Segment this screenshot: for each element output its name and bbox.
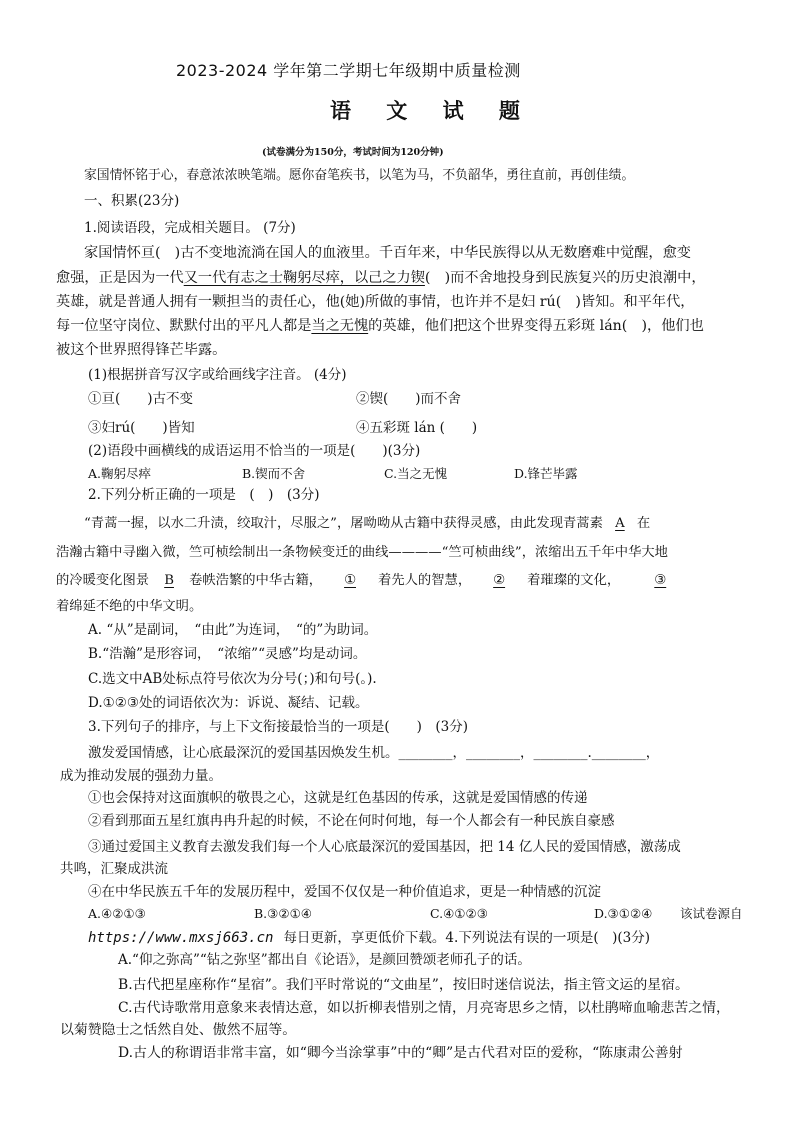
q3-option: D.③①②④	[594, 906, 653, 921]
subject-title: 语 文 试 题	[330, 98, 534, 123]
exam-note: (试卷满分为150分，考试时间为120分钟)	[262, 147, 444, 158]
blank-2: ②	[493, 573, 506, 588]
q2-passage-text: 着璀璨的文化，	[527, 573, 621, 588]
q1-passage-line	[56, 268, 706, 288]
q3-option: B.③②①④	[254, 906, 312, 921]
q2-option: D.①②③处的词语依次为：诉说、凝结、记载。	[88, 695, 369, 711]
q2-passage-line	[56, 571, 666, 591]
blank-3: ③	[654, 573, 667, 588]
q2-passage-line: 浩瀚古籍中寻幽入微，竺可桢绘制出一条物候变迁的曲线————“竺可桢曲线”，浓缩出五千年中华大地	[56, 545, 668, 560]
q1-option: C.当之无愧	[384, 466, 448, 481]
q3-passage-line: 成为推动发展的强劲力量。	[60, 768, 222, 784]
q1-option: D.锋芒毕露	[514, 466, 578, 481]
q4-option: B.古代把星座称作“星宿”。我们平时常说的“文曲星”，按旧时迷信说法，指主管文运的星宿。	[118, 977, 689, 993]
q3-sentence: ④在中华民族五千年的发展历程中，爱国不仅仅是一种价值追求，更是一种情感的沉淀	[88, 884, 601, 900]
q3-stem: 3.下列句子的排序，与上下文衔接最恰当的一项是( ) (3分)	[88, 719, 469, 735]
q1-passage-text: 每一位坚守岗位、默默付出的平凡人都是	[56, 318, 312, 334]
q3-sentence: ①也会保持对这面旗帜的敬畏之心，这就是红色基因的传承，这就是爱国情感的传递	[88, 790, 588, 806]
q2-passage-text: 在	[636, 516, 651, 531]
q4-option: A.“仰之弥高”“钻之弥坚”都出自《论语》，是颜回赞颂老师孔子的话。	[118, 952, 531, 968]
q3-sentence: ②看到那面五星红旗冉冉升起的时候，不论在何时何地，每一个人都会有一种民族自豪感	[88, 813, 615, 829]
source-url: https://www.mxsj663.cn	[88, 930, 274, 946]
q3-sentence: 共鸣，汇聚成洪流	[60, 861, 168, 877]
q4-stem: 每日更新，享更低价下载。4.下列说法有误的一项是( )(3分)	[283, 930, 650, 946]
section-heading: 一、积累(23分)	[84, 193, 180, 209]
q4-option: D.古人的称谓语非常丰富，如“卿今当涂掌事”中的“卿”是古代君对臣的爱称，“陈康肃公善射	[118, 1045, 683, 1061]
q2-option: A. “从”是副词， “由此”为连词， “的”为助词。	[88, 622, 378, 638]
underlined-idiom: 当之无愧	[311, 318, 369, 334]
q1-stem: 1.阅读语段，完成相关题目。 (7分)	[84, 220, 296, 236]
q1-sub1-item: ③妇rú( )皆知	[88, 420, 195, 436]
q1-sub2: (2)语段中画横线的成语运用不恰当的一项是( )(3分)	[88, 443, 421, 459]
q1-sub1: (1)根据拼音写汉字或给画线字注音。 (4分)	[88, 367, 347, 383]
q3-passage-line: 激发爱国情感，让心底最深沉的爱国基因焕发生机。________，________，________.________，	[88, 745, 660, 761]
q2-stem: 2.下列分析正确的一项是 ( ) (3分)	[88, 487, 320, 503]
blank-b: B	[164, 573, 174, 588]
q1-passage-line: 被这个世界照得锋芒毕露。	[56, 342, 227, 358]
footer-line	[88, 928, 650, 948]
q1-sub1-item: ②锲( )而不舍	[356, 391, 462, 407]
q4-option: C.古代诗歌常用意象来表情达意，如以折柳表惜别之情，月亮寄思乡之情，以杜鹃啼血喻悲苦之情，	[118, 1000, 730, 1016]
q2-passage-text: 卷帙浩繁的中华古籍，	[189, 573, 323, 588]
q2-passage-line: 着绵延不绝的中华文明。	[56, 599, 203, 614]
q1-passage-text: ( )而不舍地投身到民族复兴的历史浪潮中，	[424, 270, 706, 286]
q2-passage-text: 着先人的智慧，	[378, 573, 472, 588]
exam-title: 2023-2024 学年第二学期七年级期中质量检测	[176, 61, 521, 80]
intro-text: 家国情怀铭于心，春意浓浓映笔端。愿你奋笔疾书，以笔为马，不负韶华，勇往直前，再创佳绩。	[84, 168, 635, 183]
q1-passage-text: 的英雄，他们把这个世界变得五彩斑 lán( )，他们也	[368, 318, 704, 334]
blank-1: ①	[344, 573, 356, 588]
q1-option: A.鞠躬尽瘁	[88, 466, 152, 481]
q3-sentence: ③通过爱国主义教育去激发我们每一个人心底最深沉的爱国基因，把 14 亿人民的爱国情感，激荡成	[88, 839, 681, 855]
q2-passage-text: 的冷暖变化图景	[56, 573, 150, 588]
q3-option: A.④②①③	[88, 906, 146, 921]
q1-option: B.锲而不舍	[242, 466, 306, 481]
q1-sub1-item: ④五彩斑 lán ( )	[356, 420, 478, 436]
q3-option: C.④①②③	[430, 906, 488, 921]
blank-a: A	[615, 516, 625, 531]
q1-passage-line: 英雄，就是普通人拥有一颗担当的责任心，他(她)所做的事情，也许并不是妇 rú( )皆知。和平年代，	[56, 294, 695, 310]
q1-passage-line: 家国情怀亘( )古不变地流淌在国人的血液里。千百年来，中华民族得以从无数磨难中觉醒，愈变	[84, 245, 691, 261]
underlined-phrase: 又一代有志之士鞠躬尽瘁，以己之力锲	[183, 270, 425, 286]
q1-passage-line	[56, 316, 704, 336]
q1-passage-text: 愈强，正是因为一代	[56, 270, 184, 286]
q1-sub1-item: ①亘( )古不变	[88, 391, 194, 407]
q2-option: C.选文中AB处标点符号依次为分号(；)和句号(。).	[88, 671, 377, 687]
q2-passage-text: “青蒿一握，以水二升渍，绞取汁，尽服之”，屠呦呦从古籍中获得灵感，由此发现青蒿素	[84, 516, 603, 531]
watermark-text: 该试卷源自	[680, 906, 743, 921]
q4-option-continued: 以菊赞隐士之恬然自处、傲然不屈等。	[60, 1022, 297, 1038]
q2-passage-line	[84, 514, 650, 534]
q2-option: B.“浩瀚”是形容词， “浓缩”“灵感”均是动词。	[88, 646, 367, 662]
